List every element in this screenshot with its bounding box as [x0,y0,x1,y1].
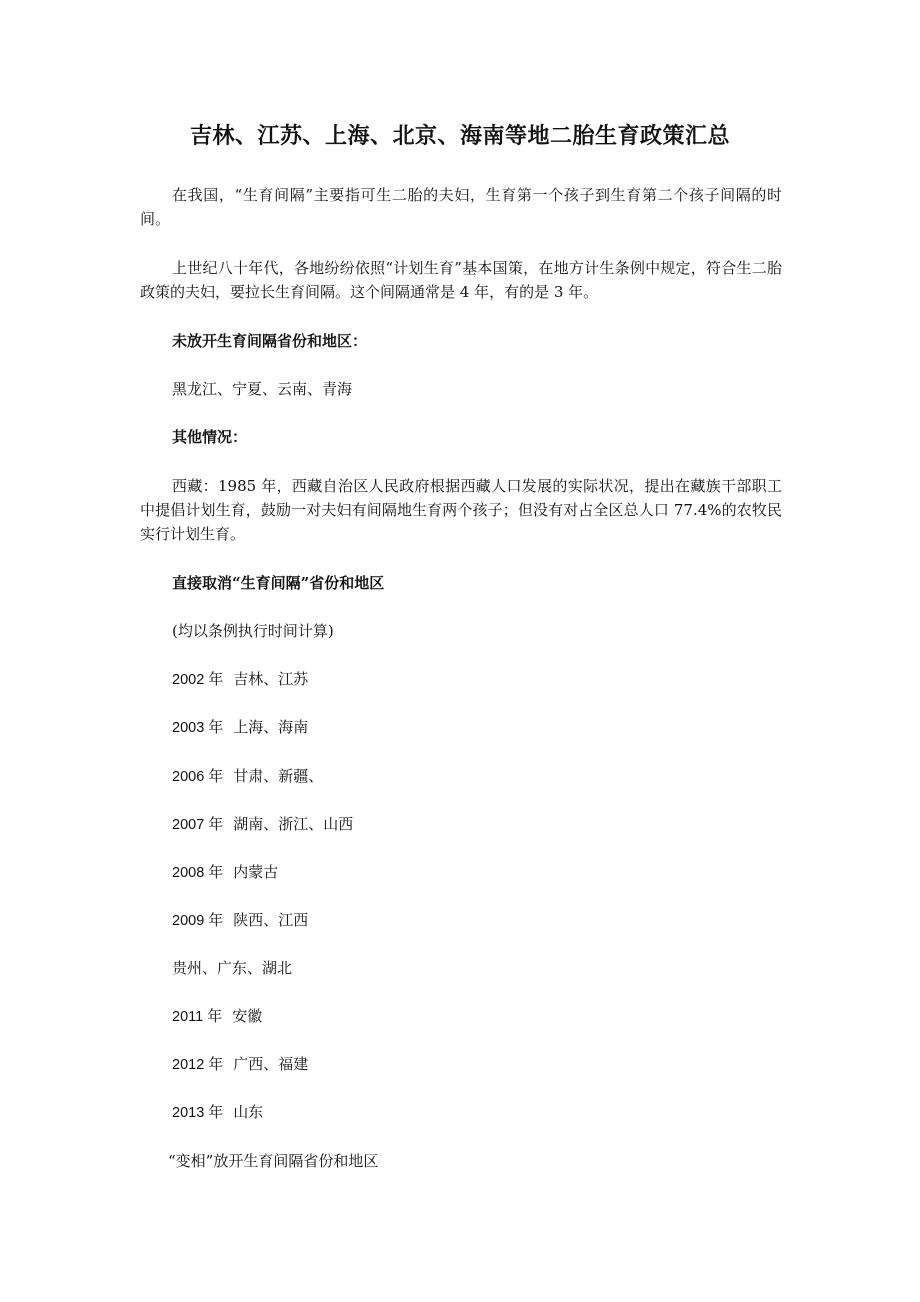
timeline-year: 2008 [172,865,205,881]
timeline-row [172,812,353,837]
timeline-regions: 甘肃、新疆、 [233,767,324,785]
timeline-regions: 安徽 [232,1007,263,1025]
timeline-year: 2012 [172,1057,205,1073]
heading-not-open: 未放开生育间隔省份和地区： [172,332,368,350]
year-suffix: 年 [207,1007,223,1025]
timeline-regions: 湖南、浙江、山西 [233,815,354,833]
timeline-row [172,1004,262,1029]
heading-other: 其他情况： [172,428,248,446]
timeline-regions: 陕西、江西 [233,911,309,929]
note-calculation: (均以条例执行时间计算) [172,622,334,640]
timeline-row [172,908,308,933]
paragraph-tibet: 西藏：1985 年，西藏自治区人民政府根据西藏人口发展的实际状况，提出在藏族干部职工中提倡计划生育，鼓励一对夫妇有间隔地生育两个孩子；但没有对占全区总人口 77.4%的农牧民实行计划生育。 [140,477,782,543]
timeline-year: 2013 [172,1105,205,1121]
year-suffix: 年 [208,670,224,688]
timeline-row [172,764,323,789]
paragraph-intro: 在我国，“生育间隔”主要指可生二胎的夫妇，生育第一个孩子到生育第二个孩子间隔的时间。 [140,186,782,228]
timeline-year: 2011 [172,1009,204,1025]
year-suffix: 年 [208,863,224,881]
year-suffix: 年 [208,718,224,736]
year-suffix: 年 [208,815,224,833]
timeline-row [172,860,278,885]
timeline-regions: 上海、海南 [233,718,309,736]
timeline-regions: 山东 [233,1103,264,1121]
year-suffix: 年 [208,1103,224,1121]
timeline-year: 2003 [172,720,205,736]
heading-cancelled: 直接取消“生育间隔”省份和地区 [172,574,385,592]
not-open-regions: 黑龙江、宁夏、云南、青海 [172,380,353,398]
year-suffix: 年 [208,767,224,785]
paragraph-history: 上世纪八十年代，各地纷纷依照“计划生育”基本国策，在地方计生条例中规定，符合生二胎政策的夫妇，要拉长生育间隔。这个间隔通常是 4 年，有的是 3 年。 [140,259,782,301]
extra-regions: 贵州、广东、湖北 [172,959,293,977]
timeline-row [172,715,308,740]
timeline-regions: 广西、福建 [233,1055,309,1073]
timeline-row [172,667,308,692]
document-title: 吉林、江苏、上海、北京、海南等地二胎生育政策汇总 [189,123,730,149]
timeline-regions: 吉林、江苏 [233,670,309,688]
year-suffix: 年 [208,1055,224,1073]
timeline-regions: 内蒙古 [233,863,279,881]
heading-disguised: “变相”放开生育间隔省份和地区 [168,1152,379,1170]
timeline-row [172,1052,308,1077]
timeline-year: 2006 [172,769,205,785]
timeline-year: 2002 [172,672,205,688]
year-suffix: 年 [208,911,224,929]
timeline-year: 2007 [172,817,205,833]
timeline-row [172,1100,263,1125]
timeline-year: 2009 [172,913,205,929]
